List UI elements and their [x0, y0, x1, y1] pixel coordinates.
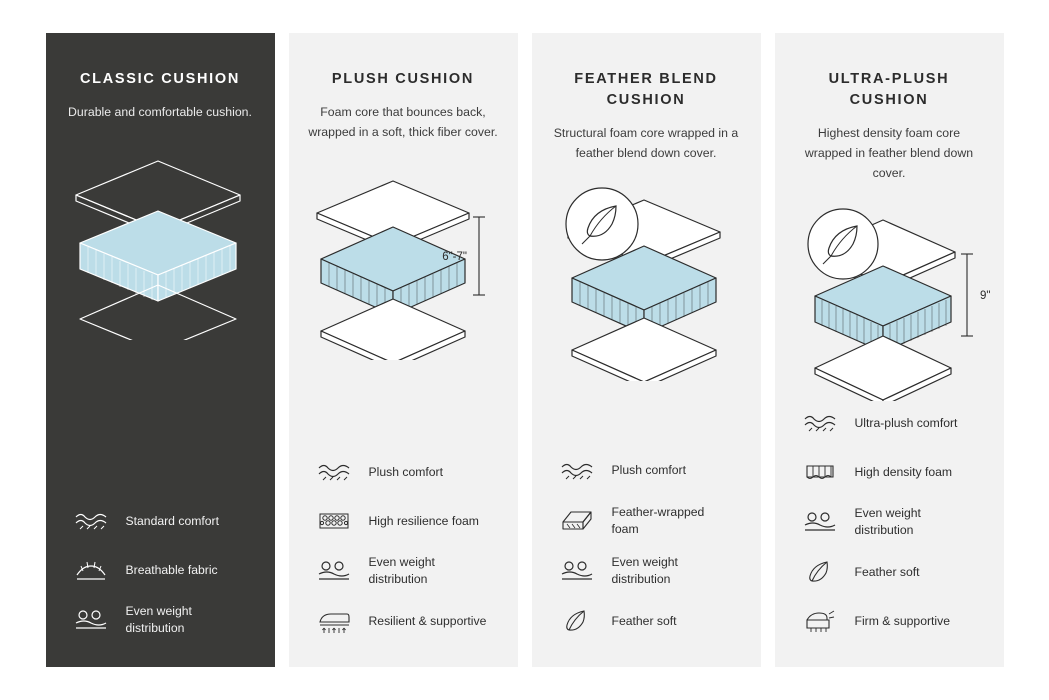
feature-label: Feather-wrapped foam [611, 504, 705, 536]
feature-item [313, 456, 498, 488]
feature-item [313, 605, 498, 637]
feature-label: Resilient & supportive [368, 613, 487, 628]
feature-item [799, 605, 984, 637]
card-title: ULTRA-PLUSH CUSHION [828, 71, 950, 109]
feature-item [313, 554, 498, 588]
feature-label: Firm & supportive [854, 613, 950, 628]
base-layer [815, 336, 951, 400]
card-description: Structural foam core wrapped in a feather blend down cover. [553, 126, 739, 160]
card-title: PLUSH CUSHION [331, 71, 475, 87]
feature-list [305, 456, 502, 649]
even-weight-distribution-icon [70, 605, 112, 635]
firm-support-icon [799, 606, 841, 636]
even-weight-distribution-icon [799, 507, 841, 537]
feature-label: Plush comfort [368, 464, 444, 479]
base-layer [572, 318, 716, 381]
honeycomb-foam-icon [313, 506, 355, 536]
card-plush-cushion [289, 33, 518, 667]
card-title: FEATHER BLEND CUSHION [574, 71, 718, 109]
card-description: Foam core that bounces back, wrapped in a soft, thick fiber cover. [308, 105, 498, 139]
resilient-support-icon [313, 606, 355, 636]
breathable-fabric-icon [70, 555, 112, 585]
feature-label: Breathable fabric [125, 562, 218, 577]
wave-comfort-icon [70, 506, 112, 536]
feature-item [556, 554, 741, 588]
card-description: Highest density foam core wrapped in feather blend down cover. [804, 126, 974, 180]
card-description: Durable and comfortable cushion. [68, 105, 252, 120]
feature-list [791, 407, 988, 649]
feature-label: Feather soft [611, 613, 677, 628]
feature-label: Even weight distribution [125, 604, 192, 636]
feature-item [556, 504, 741, 538]
feature-label: Even weight distribution [368, 555, 435, 587]
feature-item [556, 605, 741, 637]
feature-item [70, 554, 255, 586]
card-ultra-plush-cushion [775, 33, 1004, 667]
feature-label: High resilience foam [368, 513, 479, 528]
feature-label: Feather soft [854, 564, 920, 579]
exploded-layers-diagram [787, 196, 992, 401]
feather-wrapped-foam-icon [556, 506, 598, 536]
feature-item [799, 556, 984, 588]
card-title: CLASSIC CUSHION [79, 71, 241, 87]
feature-item [313, 505, 498, 537]
dimension-label: 9" [979, 289, 990, 302]
leaf-icon [799, 557, 841, 587]
feature-item [70, 505, 255, 537]
wave-comfort-icon [556, 456, 598, 486]
dimension-bracket [473, 217, 485, 295]
dimension-label: 6"-7" [441, 250, 467, 263]
feature-list [548, 455, 745, 649]
exploded-layers-diagram [58, 135, 263, 340]
exploded-layers-diagram [301, 155, 506, 360]
feature-label: High density foam [854, 464, 953, 479]
wave-comfort-icon [799, 408, 841, 438]
feature-item [799, 505, 984, 539]
card-classic-cushion [46, 33, 275, 667]
feature-label: Standard comfort [125, 513, 219, 528]
feature-item [556, 455, 741, 487]
feature-label: Plush comfort [611, 463, 687, 478]
leaf-icon [556, 606, 598, 636]
exploded-layers-diagram [544, 176, 749, 381]
feature-item [70, 603, 255, 637]
feature-item [799, 456, 984, 488]
high-density-foam-icon [799, 457, 841, 487]
feature-item [799, 407, 984, 439]
feature-label: Even weight distribution [854, 506, 921, 538]
leaf-badge [808, 209, 878, 279]
feature-label: Even weight distribution [611, 555, 678, 587]
base-layer [321, 299, 465, 360]
feature-list [62, 505, 259, 649]
feature-label: Ultra-plush comfort [854, 415, 958, 430]
even-weight-distribution-icon [556, 556, 598, 586]
leaf-badge [566, 188, 638, 260]
wave-comfort-icon [313, 457, 355, 487]
card-feather-blend-cushion [532, 33, 761, 667]
even-weight-distribution-icon [313, 556, 355, 586]
dimension-bracket [961, 254, 973, 336]
